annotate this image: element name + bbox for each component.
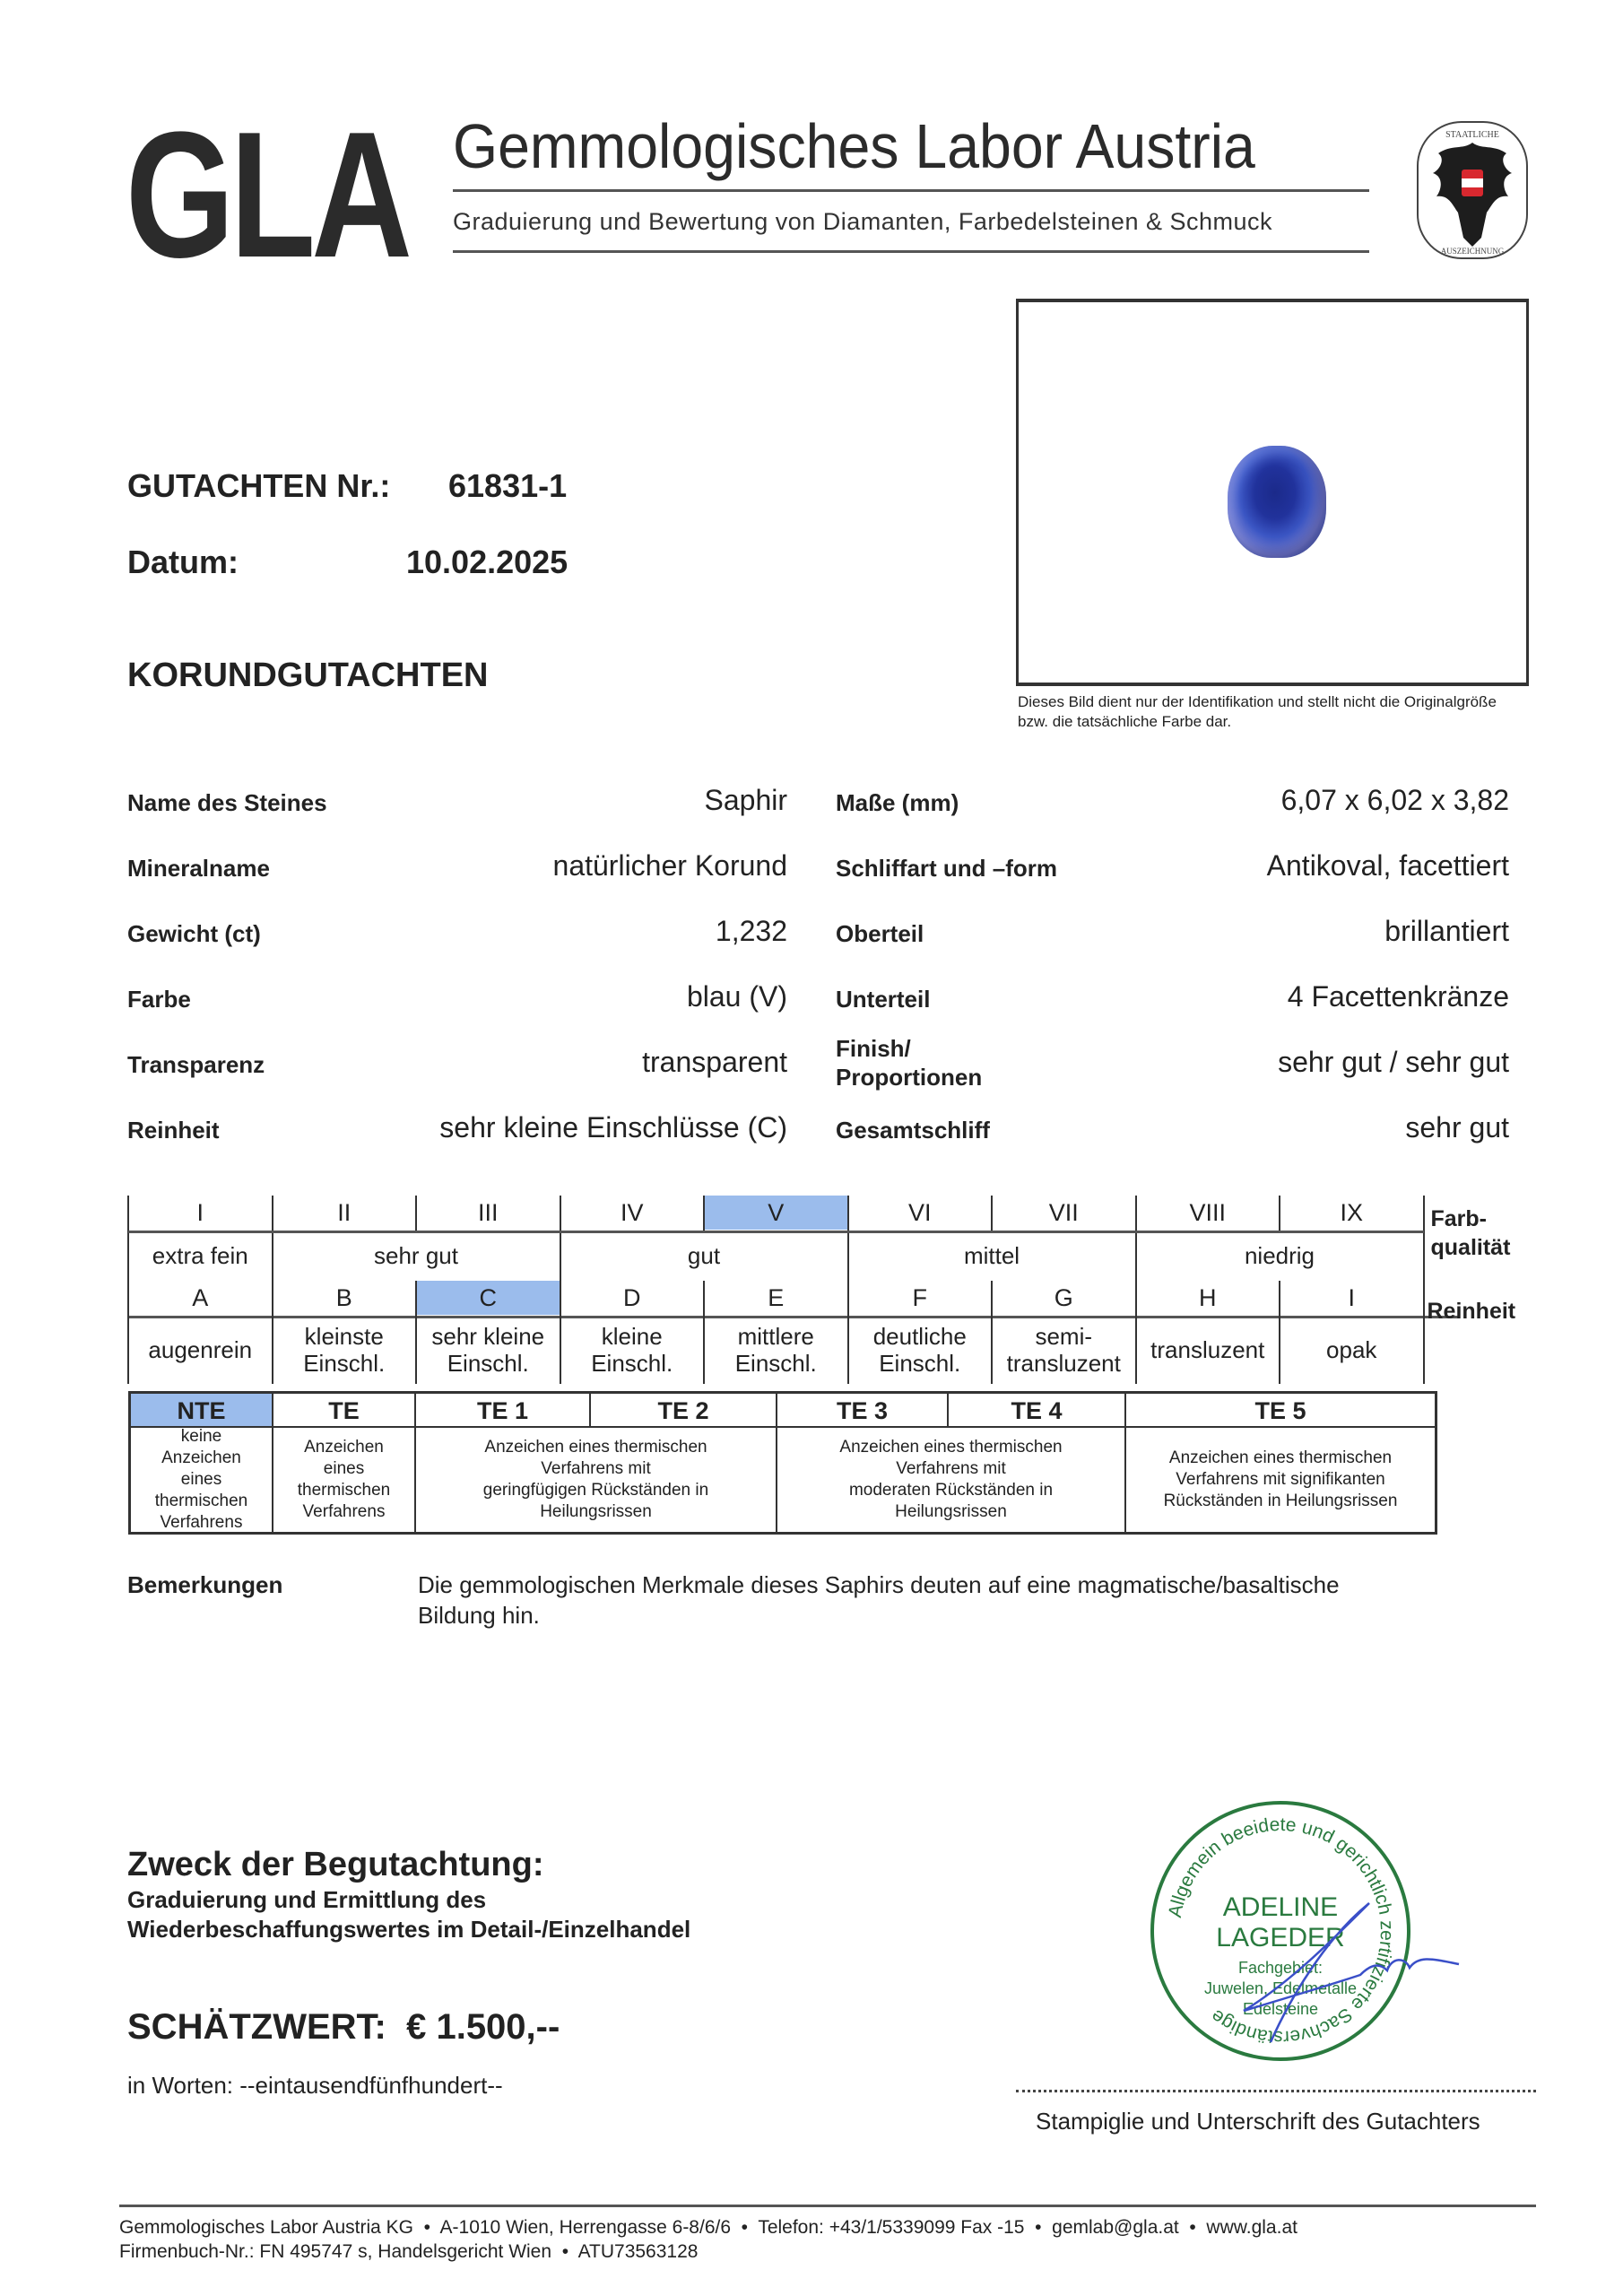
color-scale-title xyxy=(1431,1205,1521,1262)
clarity-grade-cell: C xyxy=(416,1281,560,1315)
stamp-field-line2: Edelsteine xyxy=(1242,2000,1319,2018)
grid-divider xyxy=(847,1196,849,1231)
clarity-desc-line: Einschl. xyxy=(734,1350,817,1377)
treatment-grade-cell: TE 5 xyxy=(1126,1394,1435,1428)
prop-value: Saphir xyxy=(704,784,787,816)
treatment-desc-line: Heilungsrissen xyxy=(540,1502,652,1521)
handwritten-signature xyxy=(1154,1805,1477,2057)
color-grade-cell: VIII xyxy=(1189,1199,1226,1226)
treatment-desc-cell xyxy=(777,1428,1126,1532)
clarity-desc-line: mittlere xyxy=(737,1323,814,1350)
valuation-in-words: in Worten: --eintausendfünfhundert-- xyxy=(127,2072,503,2099)
treatment-desc-line: eines xyxy=(323,1459,365,1478)
treatment-desc-line: keine xyxy=(180,1427,222,1446)
grid-divider xyxy=(560,1196,561,1231)
grid-divider xyxy=(1135,1231,1137,1285)
report-number-label: GUTACHTEN Nr.: xyxy=(127,467,391,504)
footer-line2: Firmenbuch-Nr.: FN 495747 s, Handelsgericht Wien • ATU73563128 xyxy=(119,2241,699,2262)
color-grade-cell: VI xyxy=(907,1199,932,1226)
color-grade-cell: III xyxy=(477,1199,499,1226)
prop-value: Antikoval, facettiert xyxy=(1266,849,1509,882)
clarity-desc-cell xyxy=(1136,1320,1280,1379)
photo-caption: Dieses Bild dient nur der Identifikation und stellt nicht die Originalgröße bzw. die tatsächliche Farbe dar. xyxy=(1018,693,1497,730)
footer-line1: Gemmologisches Labor Austria KG • A-1010 Wien, Herrengasse 6-8/6/6 • Telefon: +43/1/5339099 Fax -15 • gemlab@gla.at • www.gla.at xyxy=(119,2217,1298,2238)
color-group-cell: sehr gut xyxy=(374,1242,458,1269)
prop-label-proportionen: Proportionen xyxy=(836,1064,983,1091)
clarity-desc-line: kleinste xyxy=(304,1323,384,1350)
color-group-cell: mittel xyxy=(963,1242,1020,1269)
prop-label: Mineralname xyxy=(127,855,270,882)
treatment-desc-line: Verfahrens mit signifikanten xyxy=(1176,1470,1385,1489)
stamp-field-label: Fachgebiet: xyxy=(1237,1959,1324,1977)
grid-divider xyxy=(1135,1281,1137,1384)
clarity-desc-line: deutliche xyxy=(872,1323,967,1350)
treatment-scale xyxy=(128,1391,1437,1535)
grid-rule xyxy=(128,1316,1460,1318)
color-group-cell: extra fein xyxy=(152,1242,248,1269)
prop-label: Maße (mm) xyxy=(836,789,959,816)
purpose-line: Graduierung und Ermittlung des xyxy=(127,1886,487,1913)
prop-label: Reinheit xyxy=(127,1117,220,1144)
grid-divider xyxy=(1423,1281,1425,1384)
treatment-desc-cell xyxy=(273,1428,416,1532)
clarity-desc-line: transluzent xyxy=(1006,1350,1121,1377)
treatment-desc-cell xyxy=(131,1428,273,1532)
grid-divider xyxy=(415,1196,417,1231)
clarity-grade-cell: H xyxy=(1199,1284,1217,1311)
treatment-desc-line: Verfahrens mit xyxy=(896,1459,1006,1478)
header-rule-bottom xyxy=(453,250,1369,253)
svg-text:STAATLICHE: STAATLICHE xyxy=(1445,130,1499,140)
report-type-title: KORUNDGUTACHTEN xyxy=(127,657,489,694)
prop-label: Transparenz xyxy=(127,1051,265,1078)
clarity-grade-cell: A xyxy=(192,1284,209,1311)
color-title-line1: Farb- xyxy=(1430,1206,1487,1231)
lab-name: Gemmologisches Labor Austria xyxy=(453,111,1255,181)
valuation-amount: € 1.500,-- xyxy=(406,2007,560,2047)
grid-divider xyxy=(991,1196,993,1231)
color-group-cell: niedrig xyxy=(1244,1242,1315,1269)
treatment-desc-line: Anzeichen eines thermischen xyxy=(1168,1448,1393,1467)
clarity-desc-line: kleine xyxy=(601,1323,663,1350)
clarity-desc-line: semi- xyxy=(1035,1323,1093,1350)
clarity-desc-cell xyxy=(1280,1320,1424,1379)
treatment-desc-line: Heilungsrissen xyxy=(895,1502,1007,1521)
grid-divider xyxy=(1135,1196,1137,1231)
grid-divider xyxy=(991,1281,993,1384)
color-grade-cell: VII xyxy=(1048,1199,1079,1226)
valuation-label: SCHÄTZWERT: xyxy=(127,2007,386,2047)
treatment-desc-line: Anzeichen xyxy=(161,1448,241,1467)
grid-divider xyxy=(1279,1281,1280,1384)
clarity-grade-cell: F xyxy=(912,1284,927,1311)
report-date-label: Datum: xyxy=(127,544,239,580)
gla-logo: GLA xyxy=(126,95,409,295)
color-group-cell: gut xyxy=(687,1242,721,1269)
shield-white xyxy=(1462,178,1483,187)
footer-rule xyxy=(119,2205,1536,2207)
grid-divider xyxy=(127,1281,129,1384)
prop-value: sehr gut xyxy=(1405,1111,1509,1144)
grid-divider xyxy=(127,1196,129,1231)
clarity-desc-cell xyxy=(416,1320,560,1379)
prop-value: natürlicher Korund xyxy=(552,849,787,882)
treatment-grade-cell: TE xyxy=(273,1394,416,1428)
purpose-text xyxy=(127,1885,690,1944)
grid-divider xyxy=(272,1196,273,1231)
color-grade-cell: I xyxy=(196,1199,204,1226)
clarity-desc-cell xyxy=(273,1320,417,1379)
clarity-scale-title: Reinheit xyxy=(1427,1299,1516,1324)
color-grade-cell: IX xyxy=(1340,1199,1363,1226)
treatment-desc-line: Anzeichen xyxy=(304,1438,384,1457)
treatment-grade-cell: TE 3 xyxy=(777,1394,949,1428)
treatment-grade-cell: TE 2 xyxy=(591,1394,777,1428)
prop-value: 1,232 xyxy=(715,915,787,947)
stamp-name-line1: ADELINE xyxy=(1222,1892,1339,1922)
clarity-desc-line: augenrein xyxy=(148,1336,253,1363)
prop-value: brillantiert xyxy=(1384,915,1509,947)
treatment-desc-line: moderaten Rückständen in xyxy=(848,1481,1054,1500)
prop-value: 6,07 x 6,02 x 3,82 xyxy=(1280,784,1509,816)
treatment-grade-cell: NTE xyxy=(131,1394,273,1428)
signature-line xyxy=(1016,2090,1536,2092)
grid-divider xyxy=(847,1281,849,1384)
prop-value: 4 Facettenkränze xyxy=(1287,980,1509,1013)
grid-divider xyxy=(1279,1196,1280,1231)
treatment-desc-line: Anzeichen eines thermischen xyxy=(839,1438,1063,1457)
clarity-desc-cell xyxy=(704,1320,848,1379)
grid-divider xyxy=(703,1281,705,1384)
treatment-desc-line: Anzeichen eines thermischen xyxy=(484,1438,707,1457)
grid-divider xyxy=(127,1231,129,1285)
grid-divider xyxy=(272,1231,273,1285)
clarity-desc-cell xyxy=(560,1320,705,1379)
grid-divider xyxy=(1423,1196,1425,1231)
grid-divider xyxy=(272,1281,273,1384)
stamp-field-line1: Juwelen, Edelmetalle xyxy=(1203,1979,1358,1997)
treatment-desc-line: Rückständen in Heilungsrissen xyxy=(1163,1492,1398,1510)
prop-label: Schliffart und –form xyxy=(836,855,1058,882)
purpose-title: Zweck der Begutachtung: xyxy=(127,1846,544,1883)
grid-divider xyxy=(1423,1231,1425,1285)
grid-divider xyxy=(847,1231,849,1285)
stamp-name-line2: LAGEDER xyxy=(1216,1923,1345,1952)
clarity-grade-cell: B xyxy=(335,1284,352,1311)
clarity-desc-line: Einschl. xyxy=(303,1350,386,1377)
report-number-value: 61831-1 xyxy=(448,467,568,504)
purpose-line: Wiederbeschaffungswertes im Detail-/Einzelhandel xyxy=(127,1916,691,1943)
grid-divider xyxy=(560,1231,561,1285)
treatment-desc-line: Verfahrens xyxy=(302,1502,386,1521)
header-rule-top xyxy=(453,189,1369,192)
prop-label: Oberteil xyxy=(836,920,924,947)
grid-divider xyxy=(703,1196,705,1231)
treatment-desc-cell xyxy=(1126,1428,1435,1532)
lab-tagline: Graduierung und Bewertung von Diamanten, Farbedelsteinen & Schmuck xyxy=(453,208,1273,235)
treatment-grade-cell: TE 1 xyxy=(416,1394,591,1428)
clarity-desc-line: Einschl. xyxy=(591,1350,673,1377)
clarity-grade-cell: G xyxy=(1054,1284,1073,1311)
clarity-desc-line: sehr kleine xyxy=(431,1323,545,1350)
color-grade-cell: II xyxy=(337,1199,352,1226)
clarity-desc-line: transluzent xyxy=(1150,1336,1265,1363)
prop-label: Farbe xyxy=(127,986,191,1013)
prop-value: sehr gut / sehr gut xyxy=(1278,1046,1509,1078)
treatment-desc-line: thermischen xyxy=(297,1481,391,1500)
remarks-text: Die gemmologischen Merkmale dieses Saphirs deuten auf eine magmatische/basaltische Bildung hin. xyxy=(418,1571,1340,1629)
clarity-desc-cell xyxy=(128,1320,273,1379)
treatment-desc-line: eines xyxy=(180,1470,222,1489)
prop-label xyxy=(836,1034,1015,1091)
footer-text xyxy=(119,2215,1298,2264)
treatment-desc-line: geringfügigen Rückständen in xyxy=(482,1481,709,1500)
color-title-line2: qualität xyxy=(1430,1235,1511,1260)
clarity-desc-cell xyxy=(848,1320,993,1379)
clarity-desc-line: Einschl. xyxy=(447,1350,529,1377)
clarity-desc-cell xyxy=(992,1320,1136,1379)
color-grade-cell: IV xyxy=(620,1199,644,1226)
prop-label: Gewicht (ct) xyxy=(127,920,261,947)
prop-value: blau (V) xyxy=(686,980,787,1013)
grid-rule xyxy=(128,1231,1424,1233)
signature-caption: Stampiglie und Unterschrift des Gutachters xyxy=(1036,2108,1480,2135)
expert-stamp xyxy=(1150,1801,1410,2061)
clarity-grade-cell: D xyxy=(623,1284,641,1311)
clarity-grade-cell: I xyxy=(1348,1284,1355,1311)
report-date-value: 10.02.2025 xyxy=(406,544,568,580)
gem-photo-frame xyxy=(1016,299,1529,686)
prop-value: transparent xyxy=(642,1046,787,1078)
clarity-grade-cell: E xyxy=(768,1284,785,1311)
treatment-desc-line: Verfahrens mit xyxy=(541,1459,651,1478)
valuation xyxy=(127,2007,560,2048)
sapphire-image xyxy=(1228,446,1326,558)
treatment-desc-line: thermischen xyxy=(154,1492,248,1510)
prop-label: Unterteil xyxy=(836,986,931,1013)
treatment-desc-cell xyxy=(416,1428,777,1532)
treatment-grade-cell: TE 4 xyxy=(949,1394,1126,1428)
austrian-eagle-crest-icon xyxy=(1417,121,1528,259)
grid-divider xyxy=(415,1281,417,1384)
grid-divider xyxy=(560,1281,561,1384)
treatment-desc-line: Verfahrens xyxy=(160,1513,243,1532)
clarity-desc-line: opak xyxy=(1326,1336,1377,1363)
color-grade-cell: V xyxy=(704,1196,848,1230)
remarks-label: Bemerkungen xyxy=(127,1571,283,1598)
prop-label: Name des Steines xyxy=(127,789,327,816)
prop-label-finish: Finish/ xyxy=(836,1035,911,1062)
clarity-desc-line: Einschl. xyxy=(879,1350,961,1377)
prop-value: sehr kleine Einschlüsse (C) xyxy=(439,1111,787,1144)
prop-label: Gesamtschliff xyxy=(836,1117,990,1144)
svg-text:Allgemein beeidete und gericht: Allgemein beeidete und gerichtlich zertifizierte Sachverständige xyxy=(1164,1813,1398,2048)
svg-text:AUSZEICHNUNG: AUSZEICHNUNG xyxy=(1440,247,1505,256)
